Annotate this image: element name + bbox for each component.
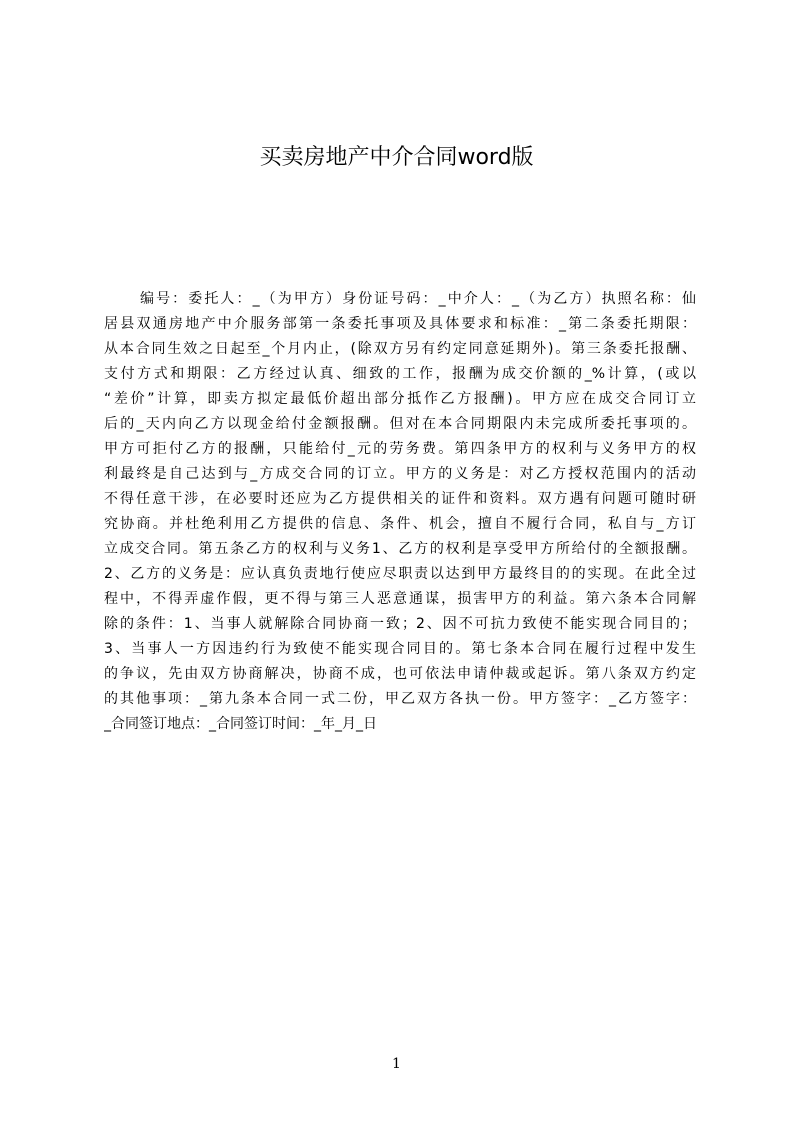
body-line-4: 支付方式和期限：乙方经过认真、细致的工作，报酬为成交价额的_%计算，(或以 (104, 366, 696, 382)
body-line-5: “差价”计算，即卖方拟定最低价超出部分抵作乙方报酬)。甲方应在成交合同订立 (104, 391, 696, 407)
body-line-8: 利最终是自己达到与_方成交合同的订立。甲方的义务是：对乙方授权范围内的活动 (104, 466, 696, 482)
body-line-18: _合同签订地点：_合同签订时间：_年_月_日 (104, 716, 377, 732)
body-line-16: 的争议，先由双方协商解决，协商不成，也可依法申请仲裁或起诉。第八条双方约定 (104, 666, 696, 682)
body-line-9: 不得任意干涉，在必要时还应为乙方提供相关的证件和资料。双方遇有问题可随时研 (104, 491, 696, 507)
body-line-7: 甲方可拒付乙方的报酬，只能给付_元的劳务费。第四条甲方的权利与义务甲方的权 (104, 441, 696, 457)
body-line-3: 从本合同生效之日起至_个月内止，(除双方另有约定同意延期外)。第三条委托报酬、 (104, 341, 696, 357)
body-line-12: 2、乙方的义务是：应认真负责地行使应尽职责以达到甲方最终目的的实现。在此全过 (104, 566, 696, 582)
page-number: 1 (392, 1056, 401, 1072)
body-line-10: 究协商。并杜绝利用乙方提供的信息、条件、机会，擅自不履行合同，私自与_方订 (104, 516, 696, 532)
body-line-17: 的其他事项：_第九条本合同一式二份，甲乙双方各执一份。甲方签字：_乙方签字： (104, 691, 696, 707)
body-line-14: 除的条件：1、当事人就解除合同协商一致；2、因不可抗力致使不能实现合同目的； (104, 616, 696, 632)
body-line-15: 3、当事人一方因违约行为致使不能实现合同目的。第七条本合同在履行过程中发生 (104, 641, 696, 657)
document-title: 买卖房地产中介合同word版 (259, 145, 534, 170)
body-line-11: 立成交合同。第五条乙方的权利与义务1、乙方的权利是享受甲方所给付的全额报酬。 (104, 541, 696, 557)
body-line-1: 编号：委托人：_（为甲方）身份证号码：_中介人：_（为乙方）执照名称：仙 (140, 291, 696, 307)
body-line-2: 居县双通房地产中介服务部第一条委托事项及具体要求和标准：_第二条委托期限： (104, 316, 696, 332)
body-line-6: 后的_天内向乙方以现金给付金额报酬。但对在本合同期限内未完成所委托事项的。 (104, 416, 696, 432)
body-line-13: 程中，不得弄虚作假，更不得与第三人恶意通谋，损害甲方的利益。第六条本合同解 (104, 591, 696, 607)
